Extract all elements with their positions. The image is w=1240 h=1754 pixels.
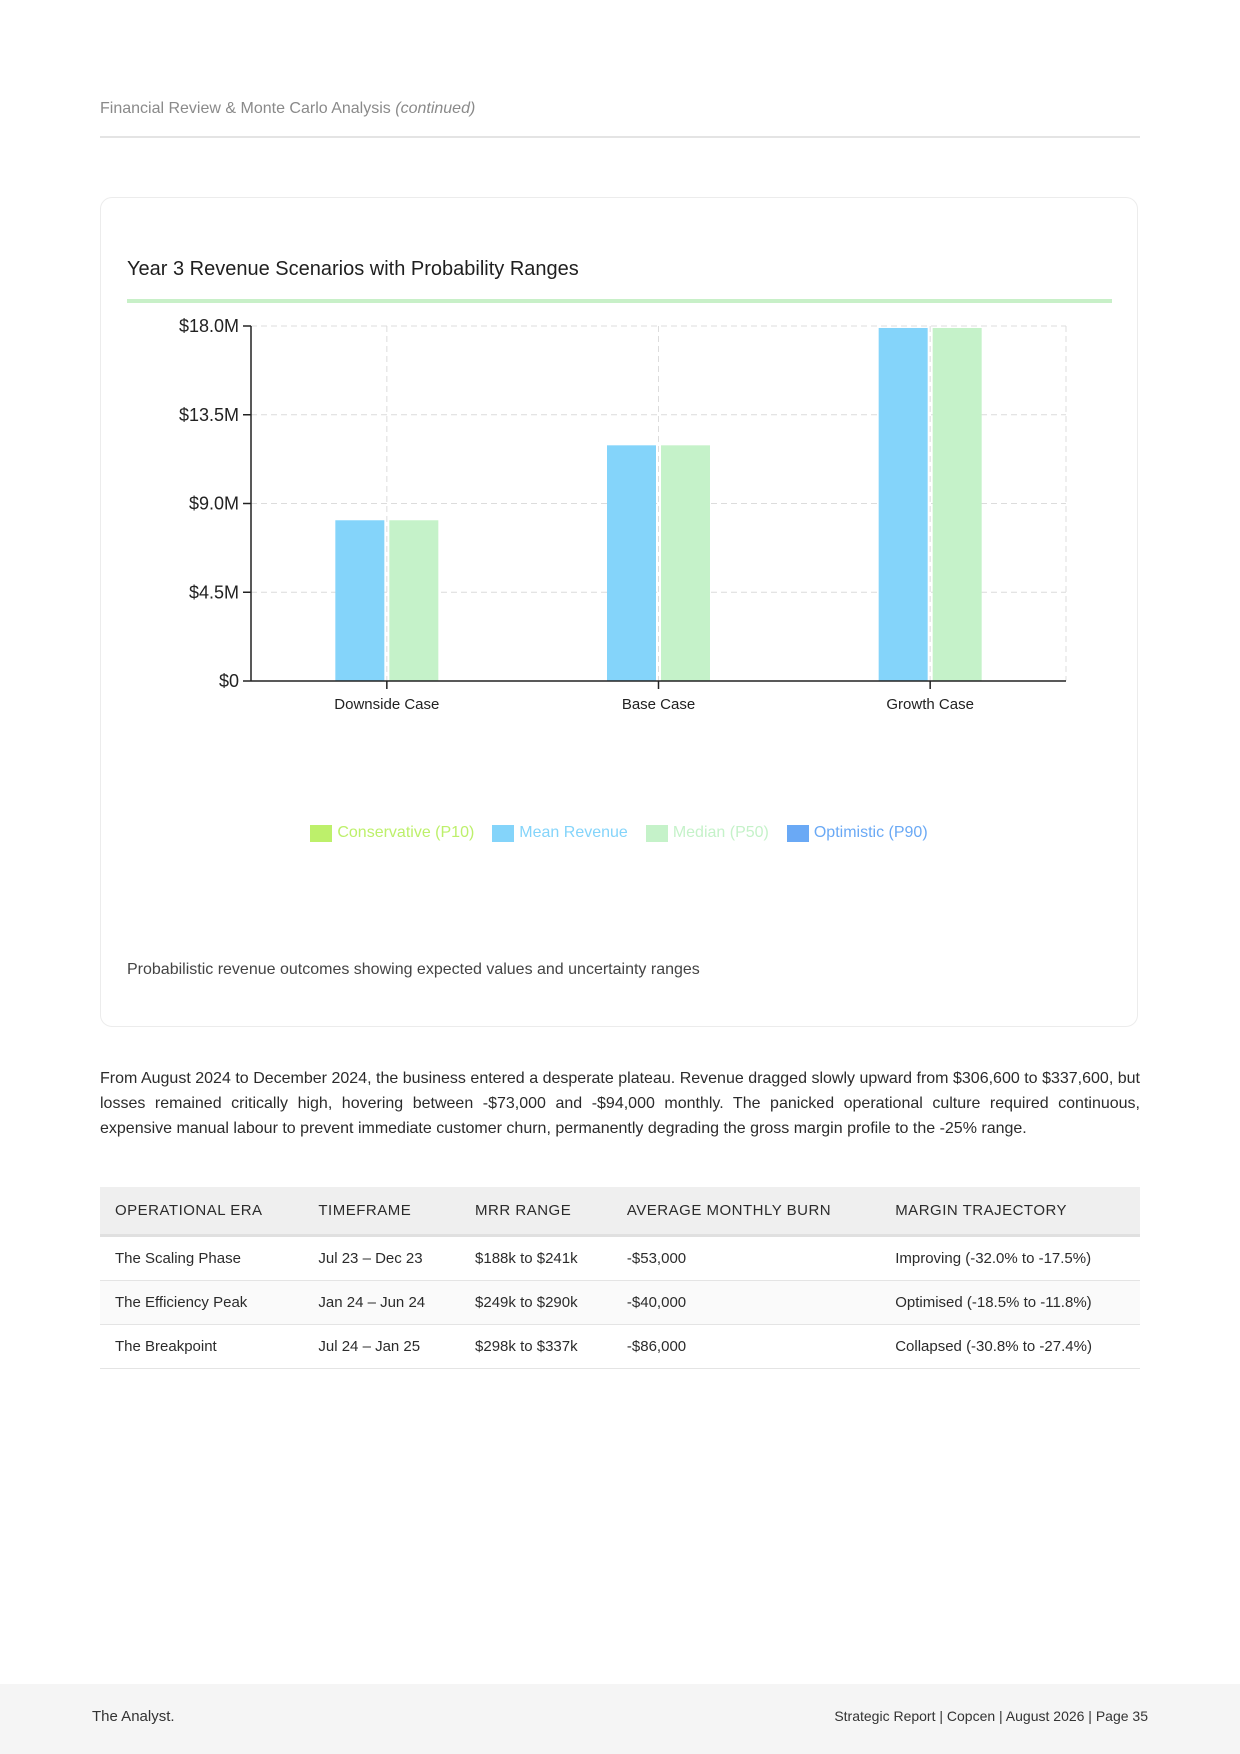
bar: [389, 520, 438, 681]
y-tick-label: $4.5M: [188, 582, 239, 603]
legend-label: Conservative (P10): [337, 824, 475, 841]
table-cell: Collapsed (-30.8% to -27.4%): [880, 1325, 1140, 1369]
revenue-bar-chart: [101, 198, 1137, 798]
table-cell: The Efficiency Peak: [100, 1281, 303, 1325]
body-paragraph: From August 2024 to December 2024, the business entered a desperate plateau. Revenue dragged slowly upward from $306,600 to $337,600, but losses remained critically high, hovering between -$73,000 and -$94,000 monthly. The panicked operational culture required continuous, expensive manual labour to prevent immediate customer churn, permanently degrading the gross margin profile to the -25% range.: [100, 1070, 1140, 1137]
table-row: [100, 1281, 1140, 1325]
table-cell: Jul 23 – Dec 23: [303, 1236, 460, 1281]
legend-swatch: [492, 825, 514, 842]
legend-item: [646, 824, 769, 842]
table-header-cell: TIMEFRAME: [303, 1187, 460, 1236]
table-header-cell: MARGIN TRAJECTORY: [880, 1187, 1140, 1236]
bar: [879, 328, 928, 681]
legend-swatch: [787, 825, 809, 842]
legend-item: [492, 824, 628, 842]
y-tick-label: $0: [218, 671, 239, 691]
page-footer: [0, 1684, 1240, 1754]
footer-brand: The Analyst.: [92, 1708, 175, 1725]
table-header-row: [100, 1187, 1140, 1236]
footer-page-info: Strategic Report | Copcen | August 2026 | Page 35: [834, 1708, 1148, 1724]
table-header-cell: AVERAGE MONTHLY BURN: [612, 1187, 880, 1236]
bar: [335, 520, 384, 681]
chart-caption: Probabilistic revenue outcomes showing expected values and uncertainty ranges: [127, 961, 700, 978]
table-cell: Optimised (-18.5% to -11.8%): [880, 1281, 1140, 1325]
table-cell: $249k to $290k: [460, 1281, 612, 1325]
operational-era-table: [100, 1187, 1140, 1369]
table-cell: -$86,000: [612, 1325, 880, 1369]
legend-label: Median (P50): [672, 824, 769, 841]
table-cell: $188k to $241k: [460, 1236, 612, 1281]
chart-card: [100, 197, 1138, 1027]
table-row: [100, 1325, 1140, 1369]
x-tick-label: Downside Case: [334, 696, 440, 713]
x-tick-label: Base Case: [621, 696, 696, 713]
y-tick-label: $18.0M: [178, 316, 239, 336]
legend-label: Optimistic (P90): [813, 824, 928, 841]
table-cell: The Breakpoint: [100, 1325, 303, 1369]
chart-legend: [101, 824, 1137, 842]
table-cell: Jan 24 – Jun 24: [303, 1281, 460, 1325]
table-cell: The Scaling Phase: [100, 1236, 303, 1281]
table-cell: $298k to $337k: [460, 1325, 612, 1369]
bar: [933, 328, 982, 681]
bar: [661, 445, 710, 681]
table-header-cell: OPERATIONAL ERA: [100, 1187, 303, 1236]
legend-item: [310, 824, 474, 842]
legend-swatch: [646, 825, 668, 842]
table-row: [100, 1236, 1140, 1281]
table-cell: -$40,000: [612, 1281, 880, 1325]
running-header: [100, 100, 1140, 138]
running-header-suffix: (continued): [395, 100, 476, 117]
legend-item: [787, 824, 928, 842]
bar: [607, 445, 656, 681]
running-header-title: Financial Review & Monte Carlo Analysis: [100, 100, 391, 117]
table-cell: -$53,000: [612, 1236, 880, 1281]
x-tick-label: Growth Case: [886, 696, 974, 713]
table-cell: Jul 24 – Jan 25: [303, 1325, 460, 1369]
legend-swatch: [310, 825, 332, 842]
chart-title: Year 3 Revenue Scenarios with Probability Ranges: [127, 258, 1112, 303]
legend-label: Mean Revenue: [519, 824, 628, 841]
y-tick-label: $13.5M: [178, 404, 239, 425]
y-tick-label: $9.0M: [188, 493, 239, 514]
table-header-cell: MRR RANGE: [460, 1187, 612, 1236]
table-cell: Improving (-32.0% to -17.5%): [880, 1236, 1140, 1281]
